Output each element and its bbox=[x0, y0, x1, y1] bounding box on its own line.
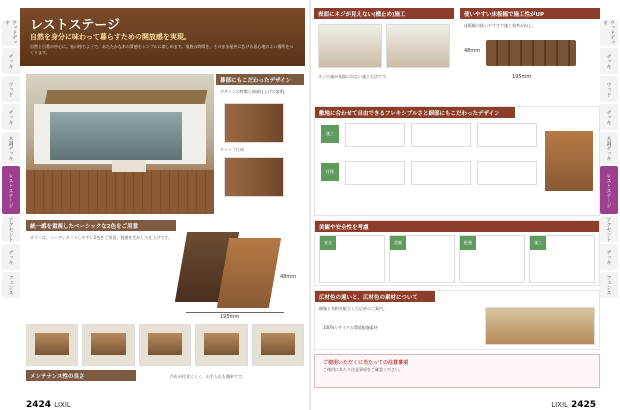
right-box-1-title: 表面にネジが見えない(構止め)施工 bbox=[314, 8, 454, 19]
right-tab-5[interactable]: レストステージ bbox=[600, 166, 618, 214]
right-box-3-title: 敷地に合わせて自由できるフレキシブルさと細部にもこだわったデザイン bbox=[315, 107, 515, 118]
swatch-4 bbox=[195, 324, 247, 366]
right-box-1-text: ネジの頭が表面に出ない施工方法です。 bbox=[318, 74, 390, 79]
right-box-1 bbox=[314, 8, 454, 100]
color-section bbox=[26, 220, 304, 320]
window-glass bbox=[50, 112, 182, 160]
box3-wood-sample bbox=[545, 131, 593, 191]
right-tab-6[interactable]: アクセント bbox=[600, 216, 618, 242]
right-page-number: 2425 bbox=[570, 400, 596, 410]
right-box-2-text: 床板幅の扱いやすさで施工効率が向上。 bbox=[464, 23, 536, 28]
hero-photo bbox=[26, 74, 214, 214]
design-box bbox=[216, 74, 304, 214]
left-tab-5[interactable]: レストステージ bbox=[2, 166, 20, 214]
swatch-3 bbox=[139, 324, 191, 366]
page-subtitle: 自然を身分に味わって暮らすための開放感を実現。 bbox=[30, 34, 191, 41]
box3-cell-5 bbox=[411, 161, 471, 185]
maintenance-text: 汚れが付きにくく、お手入れも簡単です。 bbox=[170, 374, 246, 379]
swatch-5 bbox=[252, 324, 304, 366]
recycle-label: 100%リサイクル環境配慮素材 bbox=[323, 325, 378, 330]
design-text: デザインの特徴と端部仕上げの説明。 bbox=[220, 89, 288, 94]
left-tab-1[interactable]: デッキ bbox=[2, 48, 20, 74]
left-tab-7[interactable]: デッキ bbox=[2, 244, 20, 270]
right-height-label: 48mm bbox=[464, 48, 481, 54]
right-tab-3[interactable]: デッキ bbox=[600, 104, 618, 130]
color-text: カラーは、コーディネートしやすい2色をご用意。質感を生かした仕上げです。 bbox=[30, 235, 172, 240]
box4-col-1-label: 安全 bbox=[320, 236, 336, 250]
box3-label-1: 施工 bbox=[321, 125, 339, 143]
right-box-3 bbox=[314, 106, 600, 216]
color-bars bbox=[171, 228, 301, 304]
right-box-2-title: 使いやすい床板幅で施工性がUP bbox=[460, 8, 600, 19]
design-photo-2 bbox=[224, 157, 284, 197]
right-tab-2[interactable]: ウッド bbox=[600, 76, 618, 102]
box3-cell-2 bbox=[411, 123, 471, 147]
color-title: 統一感を重視したベーシックな2色をご用意 bbox=[26, 220, 176, 231]
left-index-tabs bbox=[2, 20, 20, 298]
right-box-5 bbox=[314, 290, 600, 350]
right-page bbox=[314, 8, 600, 410]
right-box-4 bbox=[314, 220, 600, 286]
left-brand: LIXIL bbox=[54, 401, 71, 409]
right-box-5-title: 広材色の違いと、広材色の素材について bbox=[315, 291, 435, 302]
maintenance-title: メンテナンス性の良さ bbox=[26, 370, 136, 381]
maintenance-box bbox=[26, 370, 304, 394]
width-dimension-label: 195mm bbox=[220, 314, 240, 320]
left-tab-6[interactable]: アクセント bbox=[2, 216, 20, 242]
left-tab-8[interactable]: フェンス bbox=[2, 272, 20, 298]
swatch-1 bbox=[26, 324, 78, 366]
box4-col-2 bbox=[389, 235, 455, 283]
board-profile bbox=[486, 40, 576, 66]
left-page-number: 2424 bbox=[26, 400, 52, 410]
box5-product-image bbox=[485, 307, 595, 345]
box3-label-2: 仕様 bbox=[321, 163, 339, 181]
right-brand: LIXIL bbox=[551, 401, 568, 409]
right-box-1-photo-1 bbox=[318, 24, 382, 68]
color-bar-wood bbox=[217, 238, 281, 308]
swatch-2 bbox=[82, 324, 134, 366]
box3-cell-1 bbox=[345, 123, 405, 147]
right-box-2 bbox=[460, 8, 600, 100]
right-tab-8[interactable]: フェンス bbox=[600, 272, 618, 298]
page-title: レストステージ bbox=[30, 17, 120, 32]
box4-col-4 bbox=[529, 235, 595, 283]
box4-col-2-label: 美観 bbox=[390, 236, 406, 250]
box3-cell-6 bbox=[477, 161, 537, 185]
width-dimension-line bbox=[186, 312, 284, 313]
right-index-tabs bbox=[600, 20, 618, 298]
right-tab-4[interactable]: 木調デッキ bbox=[600, 132, 618, 164]
deck-surface bbox=[26, 170, 214, 214]
left-tab-2[interactable]: ウッド bbox=[2, 76, 20, 102]
right-tab-7[interactable]: デッキ bbox=[600, 244, 618, 270]
right-footer bbox=[551, 400, 596, 410]
box4-col-3 bbox=[459, 235, 525, 283]
table-shape bbox=[112, 160, 146, 172]
left-page bbox=[20, 8, 305, 410]
right-tab-1[interactable]: デッキ bbox=[600, 48, 618, 74]
height-dimension-label: 48mm bbox=[280, 274, 297, 280]
page-lead: 自然と日常の中心に。気の持ちようで、あたたかな木の質感をシンプルに楽しめます。家族の時間を、そのまま屋外に広げる居心地のよい場所をつくります。 bbox=[30, 44, 294, 55]
right-tab-0[interactable]: ウッドデッキ bbox=[600, 20, 618, 46]
right-box-1-photo-2 bbox=[386, 24, 450, 68]
design-photo-1 bbox=[224, 103, 284, 143]
box3-cell-4 bbox=[345, 161, 405, 185]
design-caption-1: キャップ仕様 bbox=[220, 147, 244, 152]
design-title: 暮部にもこだわったデザイン bbox=[216, 74, 304, 85]
box4-col-4-label: 施工 bbox=[530, 236, 546, 250]
right-dimension-label: 195mm bbox=[512, 74, 532, 80]
right-box-5-text: 樹脂と木粉を配合した広材のご案内。 bbox=[319, 306, 387, 311]
notice-title: ご使用いただくに当たっての注意事項 bbox=[323, 360, 409, 366]
notice-box bbox=[314, 354, 600, 388]
left-tab-3[interactable]: デッキ bbox=[2, 104, 20, 130]
notice-list: ご使用にあたり注意事項をご確認ください。 bbox=[323, 367, 403, 372]
box3-cell-3 bbox=[477, 123, 537, 147]
swatch-row bbox=[26, 324, 304, 366]
right-box-4-title: 美観や安全性を考慮 bbox=[315, 221, 599, 232]
page-spine bbox=[309, 0, 311, 410]
left-footer bbox=[26, 400, 71, 410]
box4-col-1 bbox=[319, 235, 385, 283]
left-tab-4[interactable]: 木調デッキ bbox=[2, 132, 20, 164]
awning-shape bbox=[45, 90, 208, 104]
left-tab-0[interactable]: ウッドデッキ bbox=[2, 20, 20, 46]
box4-col-3-label: 配慮 bbox=[460, 236, 476, 250]
